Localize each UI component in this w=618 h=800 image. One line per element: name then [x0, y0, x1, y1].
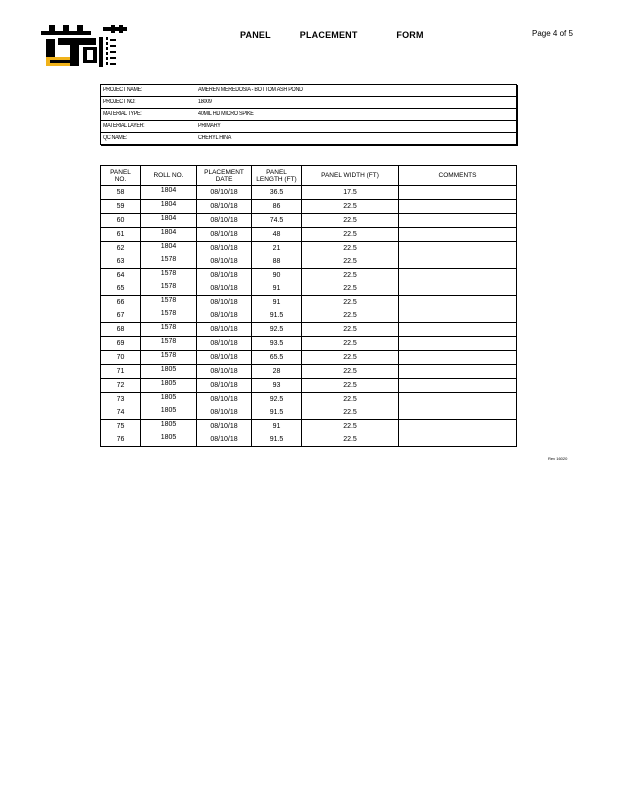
- project-info-box: [100, 84, 517, 145]
- roll-no-cell: [141, 200, 197, 214]
- placement-date-cell: 08/10/18: [197, 309, 252, 323]
- panel-no-cell: 69: [101, 337, 141, 351]
- panel-no-cell: 74: [116, 409, 125, 416]
- panel-length-cell: 91: [252, 420, 302, 434]
- header-panel-width: PANEL WIDTH (FT): [302, 166, 399, 186]
- roll-no-text: 1805: [160, 421, 177, 428]
- comments-cell: [399, 214, 517, 228]
- roll-no-text: 1804: [160, 201, 177, 208]
- comments-cell: [399, 406, 517, 420]
- placement-date-cell: 08/10/18: [197, 365, 252, 379]
- table-row: [101, 365, 517, 379]
- table-row: [101, 200, 517, 214]
- table-row: [101, 282, 517, 296]
- table-row: [101, 228, 517, 242]
- table-row: [101, 351, 517, 365]
- table-row: [101, 433, 517, 447]
- panel-no-cell: 62: [101, 242, 141, 256]
- panel-length-cell: 93.5: [252, 337, 302, 351]
- roll-no-cell: [141, 309, 197, 323]
- comments-cell: [399, 282, 517, 296]
- placement-date-cell: 08/10/18: [197, 228, 252, 242]
- roll-no-text: 1804: [160, 215, 177, 222]
- panel-length-cell: 90: [252, 269, 302, 283]
- panel-no-cell: 64: [101, 269, 141, 283]
- comments-cell: [399, 269, 517, 283]
- qc-name-row: [101, 133, 516, 144]
- panel-no-cell: 71: [101, 365, 141, 379]
- panel-width-cell: 22.5: [302, 365, 399, 379]
- placement-date-cell: 08/10/18: [197, 282, 252, 296]
- material-type-label: MATERIAL TYPE:: [103, 111, 142, 117]
- table-row: [101, 323, 517, 337]
- placement-date-cell: 08/10/18: [197, 214, 252, 228]
- panel-length-cell: 91.5: [252, 433, 302, 447]
- panel-no-cell: 58: [101, 186, 141, 200]
- panel-width-cell: 22.5: [302, 309, 399, 323]
- comments-cell: [399, 323, 517, 337]
- roll-no-cell: [141, 406, 197, 420]
- page-number: Page 4 of 5: [532, 29, 573, 38]
- project-name-row: [101, 85, 516, 97]
- placement-date-cell: 08/10/18: [197, 242, 252, 256]
- comments-cell: [399, 351, 517, 365]
- roll-no-text: 1805: [160, 380, 177, 387]
- roll-no-text: 1805: [160, 407, 177, 414]
- panel-length-cell: 93: [252, 379, 302, 393]
- placement-date-cell: 08/10/18: [197, 296, 252, 310]
- panel-width-cell: 22.5: [302, 351, 399, 365]
- roll-no-cell: [141, 420, 197, 434]
- roll-no-cell: [141, 186, 197, 200]
- table-row: [101, 406, 517, 420]
- panel-length-cell: 91.5: [252, 309, 302, 323]
- comments-cell: [399, 337, 517, 351]
- panel-width-cell: 22.5: [302, 214, 399, 228]
- placement-date-cell: 08/10/18: [197, 186, 252, 200]
- table-row: [101, 269, 517, 283]
- panel-width-cell: 22.5: [302, 296, 399, 310]
- roll-no-text: 1805: [160, 366, 177, 373]
- project-no-value: 18009: [198, 99, 212, 105]
- panel-width-cell: 22.5: [302, 433, 399, 447]
- panel-width-cell: 17.5: [302, 186, 399, 200]
- panel-length-cell: 74.5: [252, 214, 302, 228]
- roll-no-text: 1805: [160, 394, 177, 401]
- panel-no-cell: 63: [116, 258, 125, 265]
- panel-length-cell: 92.5: [252, 393, 302, 407]
- table-header-row: [101, 166, 517, 186]
- material-layer-value: PRIMARY: [198, 123, 221, 129]
- table-row: [101, 186, 517, 200]
- roll-no-text: 1578: [160, 338, 177, 345]
- comments-cell: [399, 255, 517, 269]
- table-row: [101, 296, 517, 310]
- placement-date-cell: 08/10/18: [197, 323, 252, 337]
- roll-no-text: 1804: [160, 243, 177, 250]
- table-row: [101, 255, 517, 269]
- comments-cell: [399, 433, 517, 447]
- material-type-row: [101, 109, 516, 121]
- project-no-row: [101, 97, 516, 109]
- roll-no-cell: [141, 433, 197, 447]
- table-row: [101, 337, 517, 351]
- comments-cell: [399, 365, 517, 379]
- roll-no-cell: [141, 255, 197, 269]
- panel-length-cell: 36.5: [252, 186, 302, 200]
- comments-cell: [399, 420, 517, 434]
- header-panel-length: PANEL LENGTH (FT): [252, 166, 302, 186]
- panel-length-cell: 91: [252, 296, 302, 310]
- panel-length-cell: 91.5: [252, 406, 302, 420]
- company-logo-icon: [41, 25, 129, 69]
- comments-cell: [399, 186, 517, 200]
- panel-width-cell: 22.5: [302, 228, 399, 242]
- roll-no-text: 1804: [160, 187, 177, 194]
- placement-date-cell: 08/10/18: [197, 433, 252, 447]
- panel-width-cell: 22.5: [302, 337, 399, 351]
- panel-no-cell: 75: [101, 420, 141, 434]
- panel-placement-table: [100, 165, 517, 447]
- panel-length-cell: 28: [252, 365, 302, 379]
- panel-no-cell: 73: [101, 393, 141, 407]
- placement-date-cell: 08/10/18: [197, 379, 252, 393]
- header-panel-no: PANEL NO.: [101, 166, 141, 186]
- roll-no-cell: [141, 365, 197, 379]
- roll-no-cell: [141, 393, 197, 407]
- panel-no-cell: 76: [116, 436, 125, 443]
- material-layer-row: [101, 121, 516, 133]
- panel-length-cell: 65.5: [252, 351, 302, 365]
- material-type-value: 40MIL HD MICRO SPIKE: [198, 111, 254, 117]
- header-roll-no: ROLL NO.: [141, 166, 197, 186]
- panel-no-cell: 72: [101, 379, 141, 393]
- roll-no-cell: [141, 282, 197, 296]
- comments-cell: [399, 393, 517, 407]
- roll-no-text: 1578: [160, 324, 177, 331]
- material-layer-label: MATERIAL LAYER:: [103, 123, 145, 129]
- placement-date-cell: 08/10/18: [197, 200, 252, 214]
- panel-no-cell: 70: [101, 351, 141, 365]
- roll-no-text: 1578: [160, 256, 177, 263]
- revision-note: Rev 16020: [548, 456, 568, 461]
- roll-no-text: 1804: [160, 229, 177, 236]
- roll-no-cell: [141, 269, 197, 283]
- roll-no-text: 1578: [160, 297, 177, 304]
- panel-length-cell: 48: [252, 228, 302, 242]
- table-row: [101, 393, 517, 407]
- roll-no-cell: [141, 351, 197, 365]
- panel-width-cell: 22.5: [302, 323, 399, 337]
- placement-date-cell: 08/10/18: [197, 255, 252, 269]
- comments-cell: [399, 379, 517, 393]
- panel-width-cell: 22.5: [302, 420, 399, 434]
- table-row: [101, 214, 517, 228]
- table-row: [101, 420, 517, 434]
- placement-date-cell: 08/10/18: [197, 393, 252, 407]
- panel-width-cell: 22.5: [302, 269, 399, 283]
- panel-no-cell: 61: [101, 228, 141, 242]
- roll-no-cell: [141, 242, 197, 256]
- roll-no-cell: [141, 337, 197, 351]
- table-body: [101, 186, 517, 447]
- project-no-label: PROJECT NO:: [103, 99, 136, 105]
- placement-date-cell: 08/10/18: [197, 351, 252, 365]
- project-name-value: AMEREN MEREDOSIA - BOTTOM ASH POND: [198, 87, 303, 93]
- panel-width-cell: 22.5: [302, 379, 399, 393]
- roll-no-cell: [141, 296, 197, 310]
- roll-no-text: 1578: [160, 283, 177, 290]
- roll-no-text: 1805: [160, 434, 177, 441]
- table-row: [101, 379, 517, 393]
- roll-no-cell: [141, 228, 197, 242]
- roll-no-cell: [141, 323, 197, 337]
- header-placement-date: PLACEMENT DATE: [197, 166, 252, 186]
- placement-date-cell: 08/10/18: [197, 406, 252, 420]
- panel-width-cell: 22.5: [302, 200, 399, 214]
- page-title: PANEL PLACEMENT FORM: [240, 30, 424, 40]
- panel-no-cell: 68: [101, 323, 141, 337]
- panel-no-cell: 59: [101, 200, 141, 214]
- roll-no-text: 1578: [160, 270, 177, 277]
- panel-no-cell: 60: [101, 214, 141, 228]
- comments-cell: [399, 296, 517, 310]
- panel-length-cell: 88: [252, 255, 302, 269]
- comments-cell: [399, 309, 517, 323]
- panel-length-cell: 92.5: [252, 323, 302, 337]
- placement-date-cell: 08/10/18: [197, 269, 252, 283]
- qc-name-label: QC NAME:: [103, 135, 127, 141]
- comments-cell: [399, 228, 517, 242]
- panel-width-cell: 22.5: [302, 255, 399, 269]
- panel-width-cell: 22.5: [302, 282, 399, 296]
- panel-length-cell: 86: [252, 200, 302, 214]
- table-row: [101, 309, 517, 323]
- table-row: [101, 242, 517, 256]
- qc-name-value: CHERYL HINA: [198, 135, 232, 141]
- panel-width-cell: 22.5: [302, 406, 399, 420]
- roll-no-cell: [141, 214, 197, 228]
- project-name-label: PROJECT NAME:: [103, 87, 143, 93]
- panel-length-cell: 91: [252, 282, 302, 296]
- panel-width-cell: 22.5: [302, 242, 399, 256]
- placement-date-cell: 08/10/18: [197, 337, 252, 351]
- panel-no-cell: 67: [116, 312, 125, 319]
- placement-date-cell: 08/10/18: [197, 420, 252, 434]
- panel-width-cell: 22.5: [302, 393, 399, 407]
- header-comments: COMMENTS: [399, 166, 517, 186]
- panel-no-cell: 66: [101, 296, 141, 310]
- panel-length-cell: 21: [252, 242, 302, 256]
- roll-no-cell: [141, 379, 197, 393]
- comments-cell: [399, 200, 517, 214]
- panel-no-cell: 65: [116, 285, 125, 292]
- roll-no-text: 1578: [160, 352, 177, 359]
- comments-cell: [399, 242, 517, 256]
- roll-no-text: 1578: [160, 310, 177, 317]
